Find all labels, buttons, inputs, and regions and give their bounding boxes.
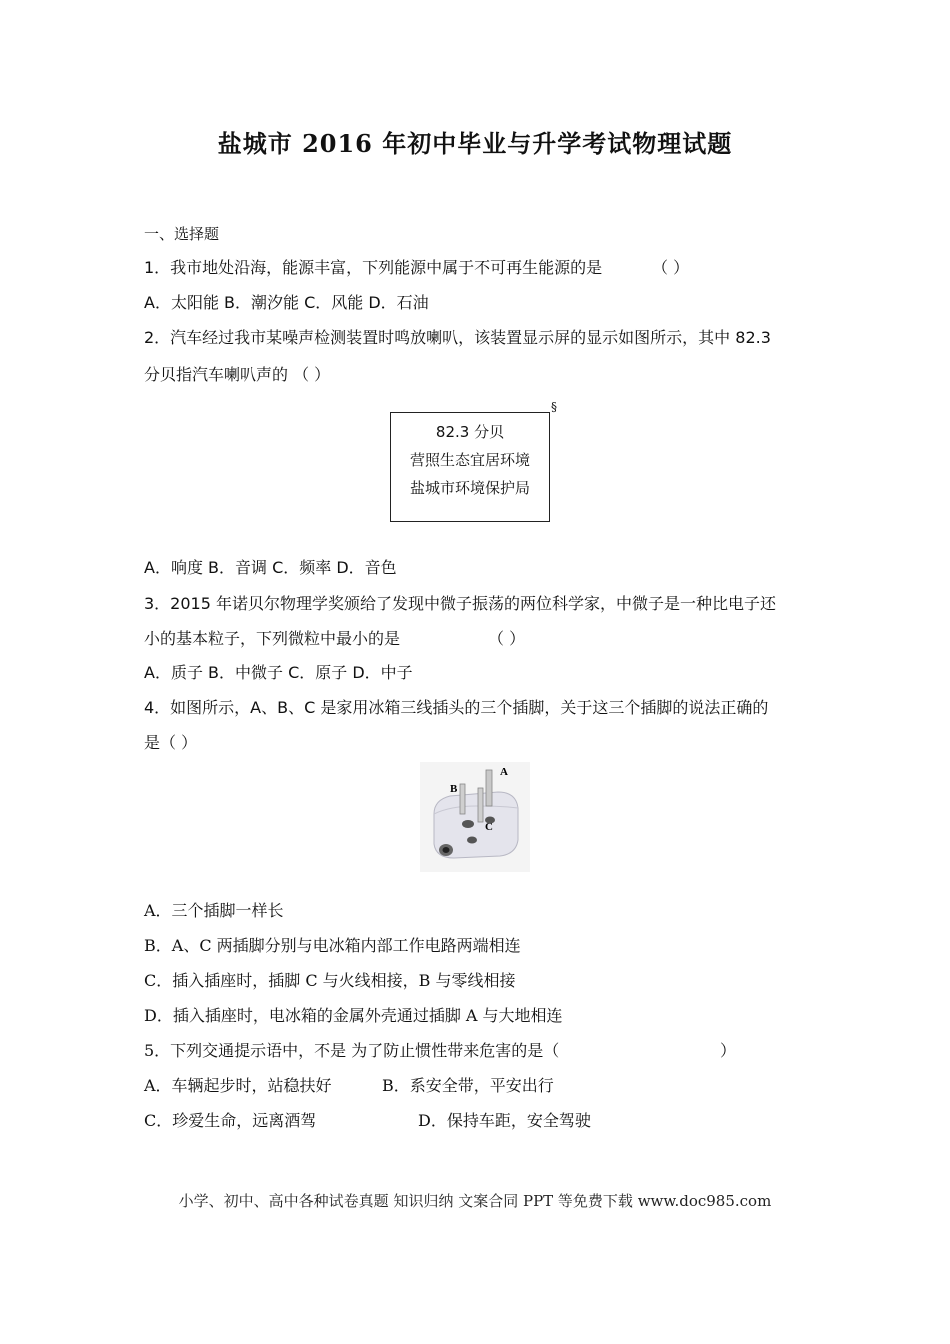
question-4-option-d: D．插入插座时，电冰箱的金属外壳通过插脚 A 与大地相连 — [144, 1006, 563, 1025]
question-5-option-b: B．系安全带，平安出行 — [382, 1076, 554, 1095]
question-4-text-line1: 4．如图所示，A、B、C 是家用冰箱三线插头的三个插脚，关于这三个插脚的说法正确的 — [144, 698, 769, 717]
pin-label-b: B — [450, 783, 458, 795]
question-1-blank: （ ） — [652, 258, 690, 277]
question-3-blank: （ ） — [488, 629, 526, 648]
question-4-option-b: B．A、C 两插脚分别与电冰箱内部工作电路两端相连 — [144, 936, 521, 955]
pin-label-c: C — [485, 821, 493, 833]
question-4-option-c: C．插入插座时，插脚 C 与火线相接，B 与零线相接 — [144, 971, 516, 990]
question-5-option-c: C．珍爱生命，远离酒驾 — [144, 1111, 317, 1130]
footer-advert: 小学、初中、高中各种试卷真题 知识归纳 文案合同 PPT 等免费下载 www.doc985.com — [178, 1192, 772, 1210]
question-3-text-line1: 3．2015 年诺贝尔物理学奖颁给了发现中微子振荡的两位科学家，中微子是一种比电子还 — [144, 594, 776, 613]
question-4-text-line2: 是（ ） — [144, 733, 198, 752]
question-5-option-d: D．保持车距，安全驾驶 — [418, 1111, 591, 1130]
pin-label-a: A — [500, 766, 508, 778]
question-5-option-a: A．车辆起步时，站稳扶好 — [144, 1076, 332, 1095]
page-title: 盐城市 2016 年初中毕业与升学考试物理试题 — [217, 129, 733, 158]
question-4-option-a: A．三个插脚一样长 — [144, 901, 284, 920]
question-1-text: 1．我市地处沿海，能源丰富，下列能源中属于不可再生能源的是 — [144, 258, 603, 277]
display-reading: 82.3 分贝 — [435, 423, 505, 441]
question-5-close: ） — [720, 1041, 737, 1060]
section-heading: 一、选择题 — [144, 225, 220, 243]
question-3-options: A．质子 B．中微子 C．原子 D．中子 — [144, 663, 413, 682]
question-2-text-line2: 分贝指汽车喇叭声的 （ ） — [144, 365, 331, 384]
display-slogan: 营照生态宜居环境 — [409, 451, 530, 469]
question-5-text: 5．下列交通提示语中，不是 为了防止惯性带来危害的是（ — [144, 1041, 560, 1060]
section-mark: § — [551, 400, 557, 414]
question-3-text-line2: 小的基本粒子，下列微粒中最小的是 — [144, 629, 401, 648]
noise-display-figure — [390, 412, 550, 522]
question-1-options: A．太阳能 B．潮汐能 C．风能 D．石油 — [144, 293, 429, 312]
question-2-text-line1: 2．汽车经过我市某噪声检测装置时鸣放喇叭，该装置显示屏的显示如图所示，其中 82.3 — [144, 328, 771, 347]
display-bureau: 盐城市环境保护局 — [409, 479, 530, 497]
plug-illustration — [420, 762, 530, 872]
question-2-options: A．响度 B．音调 C．频率 D．音色 — [144, 558, 397, 577]
three-pin-plug-figure — [420, 762, 530, 872]
